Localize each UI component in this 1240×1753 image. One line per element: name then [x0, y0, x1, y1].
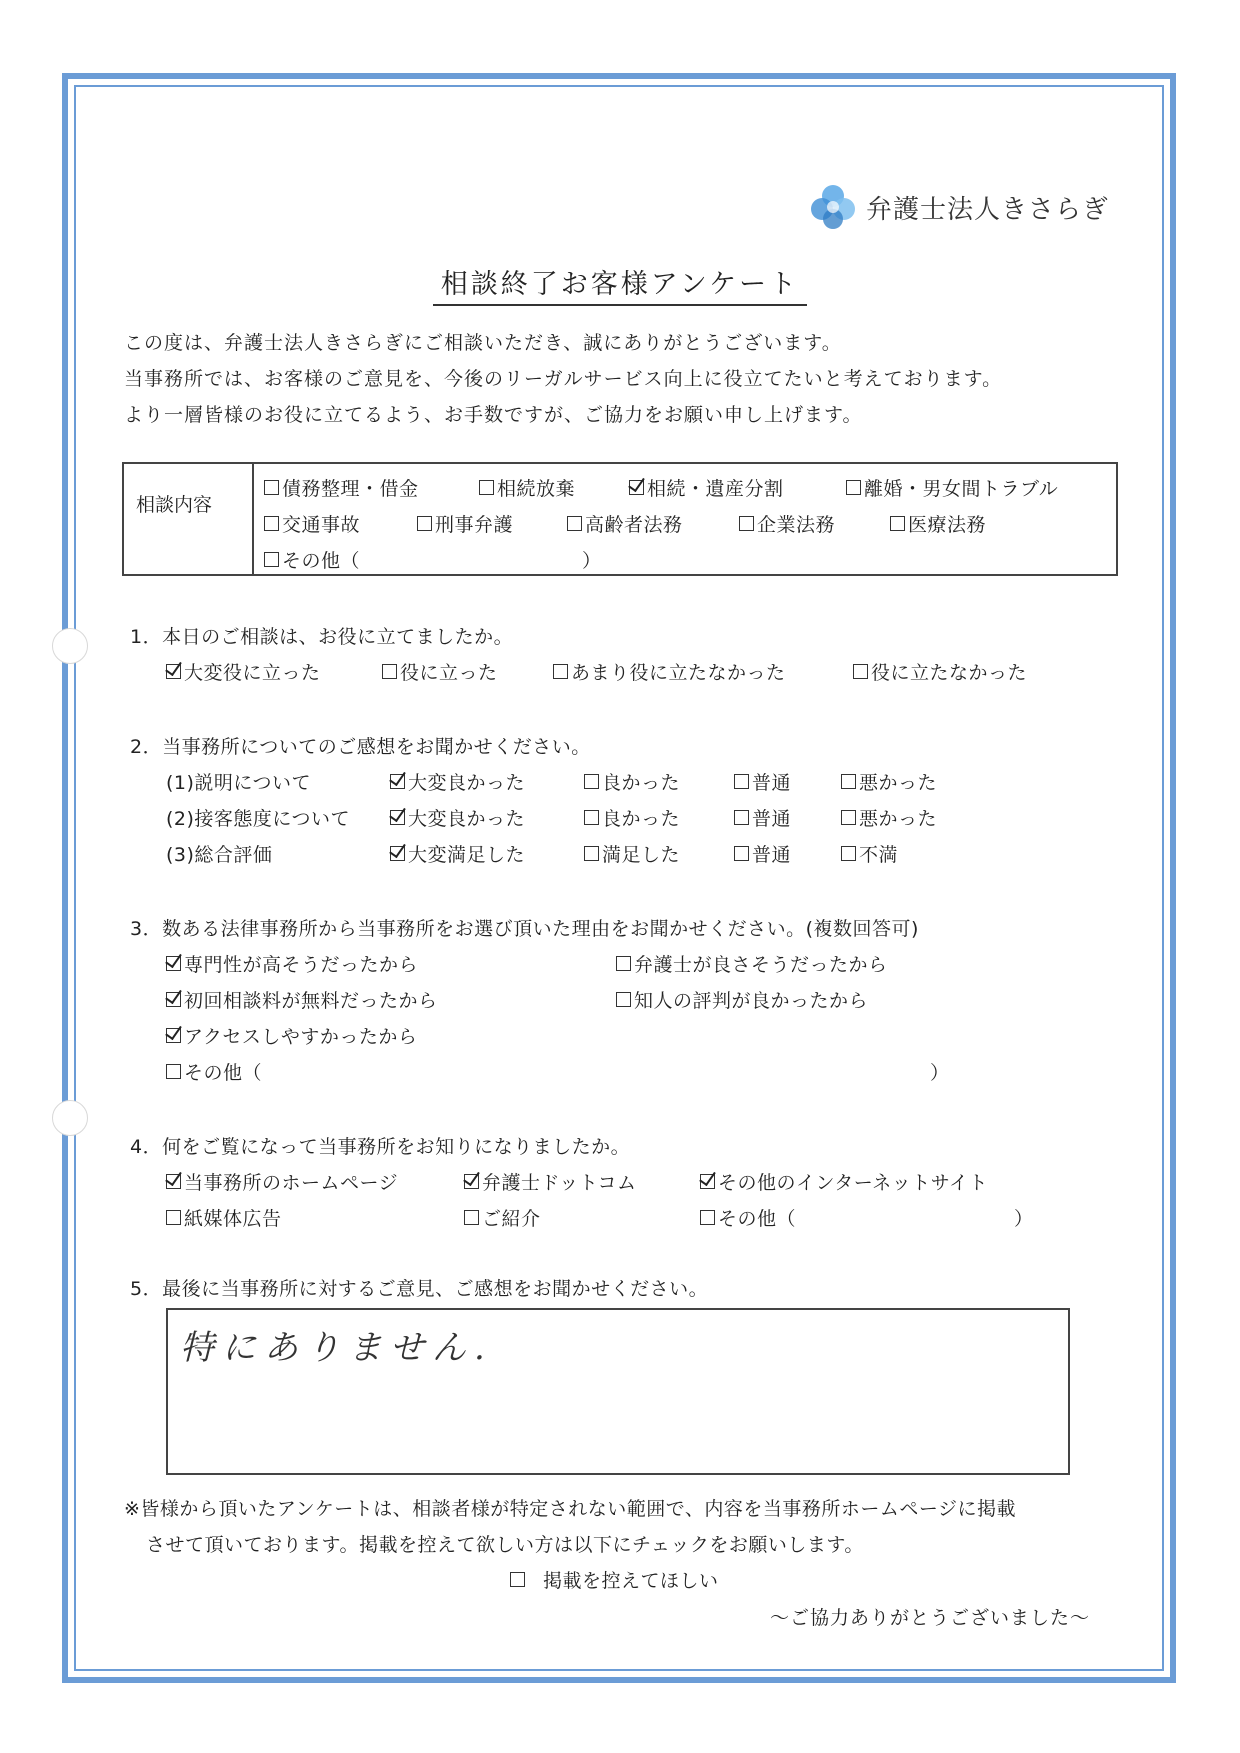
- checkbox[interactable]: [734, 846, 749, 861]
- q1-option[interactable]: 役に立った: [382, 658, 498, 685]
- category-option[interactable]: 刑事弁護: [417, 510, 513, 537]
- checkbox[interactable]: [464, 1210, 479, 1225]
- intro-text: [124, 325, 1002, 433]
- category-option[interactable]: 離婚・男女間トラブル: [846, 474, 1058, 501]
- checkbox[interactable]: [390, 846, 405, 861]
- q3-option[interactable]: 初回相談料が無料だったから: [166, 986, 438, 1013]
- category-option[interactable]: 相続・遺産分割: [629, 474, 784, 501]
- checkbox[interactable]: [584, 810, 599, 825]
- checkbox[interactable]: [479, 480, 494, 495]
- q3-option[interactable]: 知人の評判が良かったから: [616, 986, 868, 1013]
- flower-logo-icon: [808, 182, 858, 232]
- notice-line: ※皆様から頂いたアンケートは、相談者様が特定されない範囲で、内容を当事務所ホームページに掲載: [124, 1498, 1017, 1520]
- checkbox[interactable]: [417, 516, 432, 531]
- notice-line: させて頂いております。掲載を控えて欲しい方は以下にチェックをお願いします。: [146, 1534, 864, 1556]
- q4-option-other[interactable]: その他（: [700, 1204, 796, 1231]
- intro-line: より一層皆様のお役に立てるよう、お手数ですが、ご協力をお願い申し上げます。: [124, 404, 863, 426]
- opt-out-option[interactable]: 掲載を控えてほしい: [510, 1566, 719, 1593]
- q1-option[interactable]: あまり役に立たなかった: [553, 658, 786, 685]
- intro-line: この度は、弁護士法人きさらぎにご相談いただき、誠にありがとうございます。: [124, 332, 842, 354]
- q4-option[interactable]: 紙媒体広告: [166, 1204, 282, 1231]
- category-option[interactable]: 相続放棄: [479, 474, 575, 501]
- checkbox[interactable]: [166, 1064, 181, 1079]
- q2-option[interactable]: 悪かった: [841, 804, 937, 831]
- category-label: 相談内容: [124, 464, 254, 574]
- checkbox[interactable]: [841, 774, 856, 789]
- paren-close: ）: [582, 550, 602, 572]
- category-option[interactable]: 高齢者法務: [567, 510, 683, 537]
- q2-row-label: (3)総合評価: [166, 844, 273, 866]
- q4-option[interactable]: 弁護士ドットコム: [464, 1168, 636, 1195]
- q2-option[interactable]: 良かった: [584, 804, 680, 831]
- category-option[interactable]: 企業法務: [739, 510, 835, 537]
- checkbox[interactable]: [553, 664, 568, 679]
- checkbox[interactable]: [616, 956, 631, 971]
- q2-row-label: (2)接客態度について: [166, 808, 351, 830]
- q2-option[interactable]: 満足した: [584, 840, 680, 867]
- q2-option[interactable]: 悪かった: [841, 768, 937, 795]
- comment-answer: 特にありません.: [180, 1328, 493, 1368]
- q4-option[interactable]: ご紹介: [464, 1204, 541, 1231]
- logo: [808, 182, 1109, 232]
- thanks-text: ～ご協力ありがとうございました～: [769, 1607, 1090, 1629]
- q3-option[interactable]: 専門性が高そうだったから: [166, 950, 418, 977]
- q2-option[interactable]: 良かった: [584, 768, 680, 795]
- checkbox[interactable]: [166, 1028, 181, 1043]
- q5-question: 5．最後に当事務所に対するご意見、ご感想をお聞かせください。: [130, 1278, 709, 1300]
- checkbox[interactable]: [700, 1210, 715, 1225]
- q1-option[interactable]: 役に立たなかった: [853, 658, 1027, 685]
- intro-line: 当事務所では、お客様のご意見を、今後のリーガルサービス向上に役立てたいと考えております。: [124, 368, 1003, 390]
- checkbox[interactable]: [166, 956, 181, 971]
- checkbox[interactable]: [567, 516, 582, 531]
- logo-text: 弁護士法人きさらぎ: [866, 194, 1110, 225]
- category-option[interactable]: 債務整理・借金: [264, 474, 419, 501]
- checkbox[interactable]: [841, 846, 856, 861]
- paren-close: ）: [930, 1062, 950, 1084]
- q3-option[interactable]: 弁護士が良さそうだったから: [616, 950, 888, 977]
- q2-option[interactable]: 大変良かった: [390, 768, 525, 795]
- q2-question: 2．当事務所についてのご感想をお聞かせください。: [130, 736, 591, 758]
- q2-option[interactable]: 普通: [734, 804, 791, 831]
- paren-close: ）: [1014, 1208, 1034, 1230]
- q2-option[interactable]: 普通: [734, 768, 791, 795]
- q2-option[interactable]: 不満: [841, 840, 898, 867]
- q2-row-label: (1)説明について: [166, 772, 312, 794]
- checkbox[interactable]: [739, 516, 754, 531]
- checkbox[interactable]: [390, 774, 405, 789]
- q1-question: 1．本日のご相談は、お役に立てましたか。: [130, 626, 514, 648]
- punch-hole: [52, 1100, 88, 1136]
- checkbox[interactable]: [629, 480, 644, 495]
- checkbox[interactable]: [853, 664, 868, 679]
- checkbox[interactable]: [166, 1174, 181, 1189]
- checkbox[interactable]: [166, 1210, 181, 1225]
- q3-question: 3．数ある法律事務所から当事務所をお選び頂いた理由をお聞かせください。(複数回答可): [130, 918, 919, 940]
- checkbox[interactable]: [510, 1572, 525, 1587]
- checkbox[interactable]: [890, 516, 905, 531]
- checkbox[interactable]: [382, 664, 397, 679]
- category-table: [122, 462, 1118, 576]
- checkbox[interactable]: [264, 480, 279, 495]
- checkbox[interactable]: [464, 1174, 479, 1189]
- survey-title: 相談終了お客様アンケート: [0, 262, 1240, 301]
- category-option[interactable]: 交通事故: [264, 510, 360, 537]
- q3-option[interactable]: アクセスしやすかったから: [166, 1022, 417, 1049]
- checkbox[interactable]: [264, 516, 279, 531]
- checkbox[interactable]: [616, 992, 631, 1007]
- q4-option[interactable]: その他のインターネットサイト: [700, 1168, 988, 1195]
- checkbox[interactable]: [584, 774, 599, 789]
- category-option-other[interactable]: その他（: [264, 546, 360, 573]
- checkbox[interactable]: [734, 810, 749, 825]
- checkbox[interactable]: [841, 810, 856, 825]
- q3-option-other[interactable]: その他（: [166, 1058, 262, 1085]
- q1-option[interactable]: 大変役に立った: [166, 658, 321, 685]
- checkbox[interactable]: [390, 810, 405, 825]
- checkbox[interactable]: [264, 552, 279, 567]
- q4-option[interactable]: 当事務所のホームページ: [166, 1168, 398, 1195]
- checkbox[interactable]: [166, 992, 181, 1007]
- q2-option[interactable]: 普通: [734, 840, 791, 867]
- punch-hole: [52, 628, 88, 664]
- checkbox[interactable]: [166, 664, 181, 679]
- q2-option[interactable]: 大変良かった: [390, 804, 525, 831]
- q2-option[interactable]: 大変満足した: [390, 840, 525, 867]
- checkbox[interactable]: [734, 774, 749, 789]
- q4-question: 4．何をご覧になって当事務所をお知りになりましたか。: [130, 1136, 631, 1158]
- checkbox[interactable]: [846, 480, 861, 495]
- checkbox[interactable]: [584, 846, 599, 861]
- category-option[interactable]: 医療法務: [890, 510, 986, 537]
- checkbox[interactable]: [700, 1174, 715, 1189]
